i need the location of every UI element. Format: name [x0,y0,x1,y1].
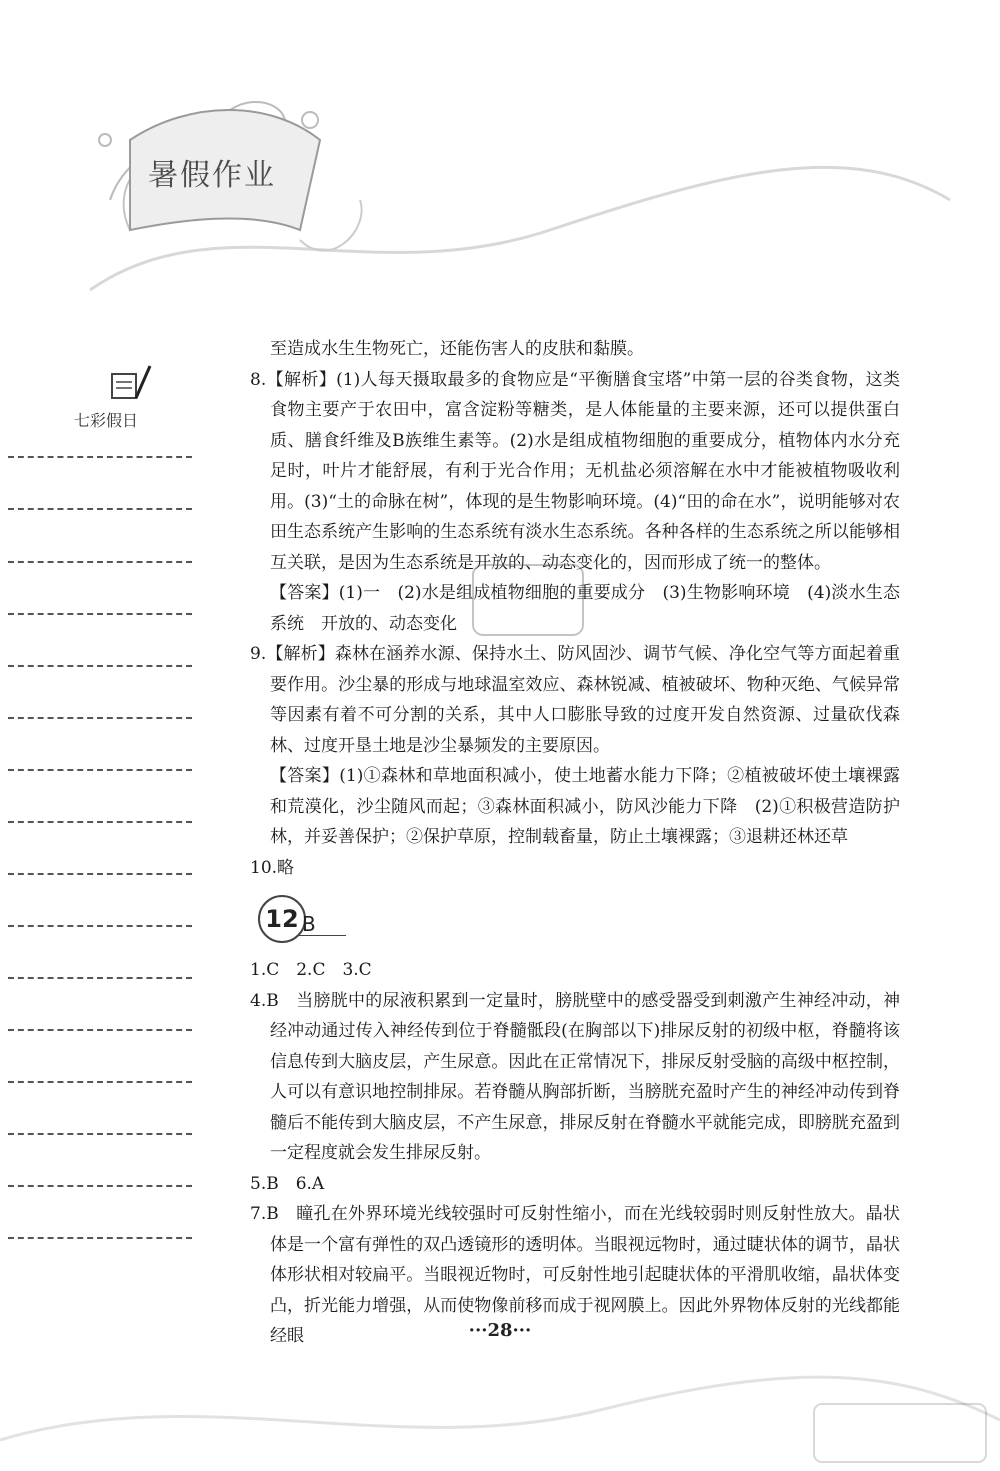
answer-line [8,456,192,458]
section-number: 12 [258,895,306,943]
stamp-watermark [468,560,588,640]
watermark-logo [810,1400,990,1466]
section-badge [250,891,900,951]
answer-line [8,508,192,510]
answer-line [8,769,192,771]
answer-line [8,977,192,979]
q10: 10.略 [250,857,295,878]
answer-line [8,613,192,615]
notebook-pencil-icon [106,360,154,404]
answer-line [8,1029,192,1031]
answer-content [250,334,900,1352]
page-number: ···28··· [468,1320,532,1341]
answer-line [8,821,192,823]
q1-3: 1.C 2.C 3.C [250,960,372,980]
answer-line [8,561,192,563]
answer-line [8,1237,192,1239]
answer-line [8,1081,192,1083]
q8-answer: 【答案】(1)一 (2)水是组成植物细胞的重要成分 (3)生物影响环境 (4)淡水生态系统 开放的、动态变化 [270,583,900,634]
answer-line [8,665,192,667]
q4: 4.B 当膀胱中的尿液积累到一定量时，膀胱壁中的感受器受到刺激产生神经冲动，神经冲动通过传入神经传到位于脊髓骶段(在胸部以下)排尿反射的初级中枢，脊髓将该信息传到大脑皮层，产生尿意。因此在正常情况下，排尿反射受脑的高级中枢控制，人可以有意识地控制排尿。若脊髓从胸部折断，当膀胱充盈时产生的神经冲动传到脊髓后不能传到大脑皮层，不产生尿意，排尿反射在脊髓水平就能完成，即膀胱充盈到一定程度就会发生排尿反射。 [250,990,900,1163]
answer-line [8,873,192,875]
q7: 7.B 瞳孔在外界环境光线较强时可反射性缩小，而在光线较弱时则反射性放大。晶状体是一个富有弹性的双凸透镜形的透明体。当眼视远物时，通过睫状体的调节，晶状体形状相对较扁平。当眼视近物时，可反射性地引起睫状体的平滑肌收缩，晶状体变凸，折光能力增强，从而使物像前移而成于视网膜上。因此外界物体反射的光线都能经眼 [250,1204,900,1346]
header-title: 暑假作业 [148,158,276,193]
header-decoration [70,80,970,310]
q8-analysis: 8.【解析】(1)人每天摄取最多的食物应是“平衡膳食宝塔”中第一层的谷类食物，这类食物主要产于农田中，富含淀粉等糖类，是人体能量的主要来源，还可以提供蛋白质、膳食纤维及B族维生素等。(2)水是组成植物细胞的重要成分，植物体内水分充足时，叶片才能舒展，有利于光合作用；无机盐必须溶解在水中才能被植物吸收利用。(3)“土的命脉在树”，体现的是生物影响环境。(4)“田的命在水”，说明能够对农田生态系统产生影响的生态系统有淡水生态系统。各种各样的生态系统之所以能够相互关联，是因为生态系统是开放的、动态变化的，因而形成了统一的整体。 [250,369,900,573]
lead-line: 至造成水生生物死亡，还能伤害人的皮肤和黏膜。 [270,339,644,359]
answer-line [8,1185,192,1187]
q5-6: 5.B 6.A [250,1173,325,1194]
answer-line [8,1133,192,1135]
answer-line [8,717,192,719]
section-letter: B [302,912,316,936]
q9-analysis: 9.【解析】森林在涵养水源、保持水土、防风固沙、调节气候、净化空气等方面起着重要作用。沙尘暴的形成与地球温室效应、森林锐减、植被破坏、物种灭绝、气候异常等因素有着不可分割的关系，其中人口膨胀导致的过度开发自然资源、过量砍伐森林、过度开垦土地是沙尘暴频发的主要原因。 [250,644,900,756]
answer-line [8,925,192,927]
sidebar-label: 七彩假日 [74,411,139,430]
q9-answer: 【答案】(1)①森林和草地面积减小，使土地蓄水能力下降；②植被破坏使土壤裸露和荒漠化，沙尘随风而起；③森林面积减小，防风沙能力下降 (2)①积极营造防护林，并妥善保护；②保护草原，控制载畜量，防止土壤裸露；③退耕还林还草 [270,766,900,847]
badge-underline [298,935,346,936]
